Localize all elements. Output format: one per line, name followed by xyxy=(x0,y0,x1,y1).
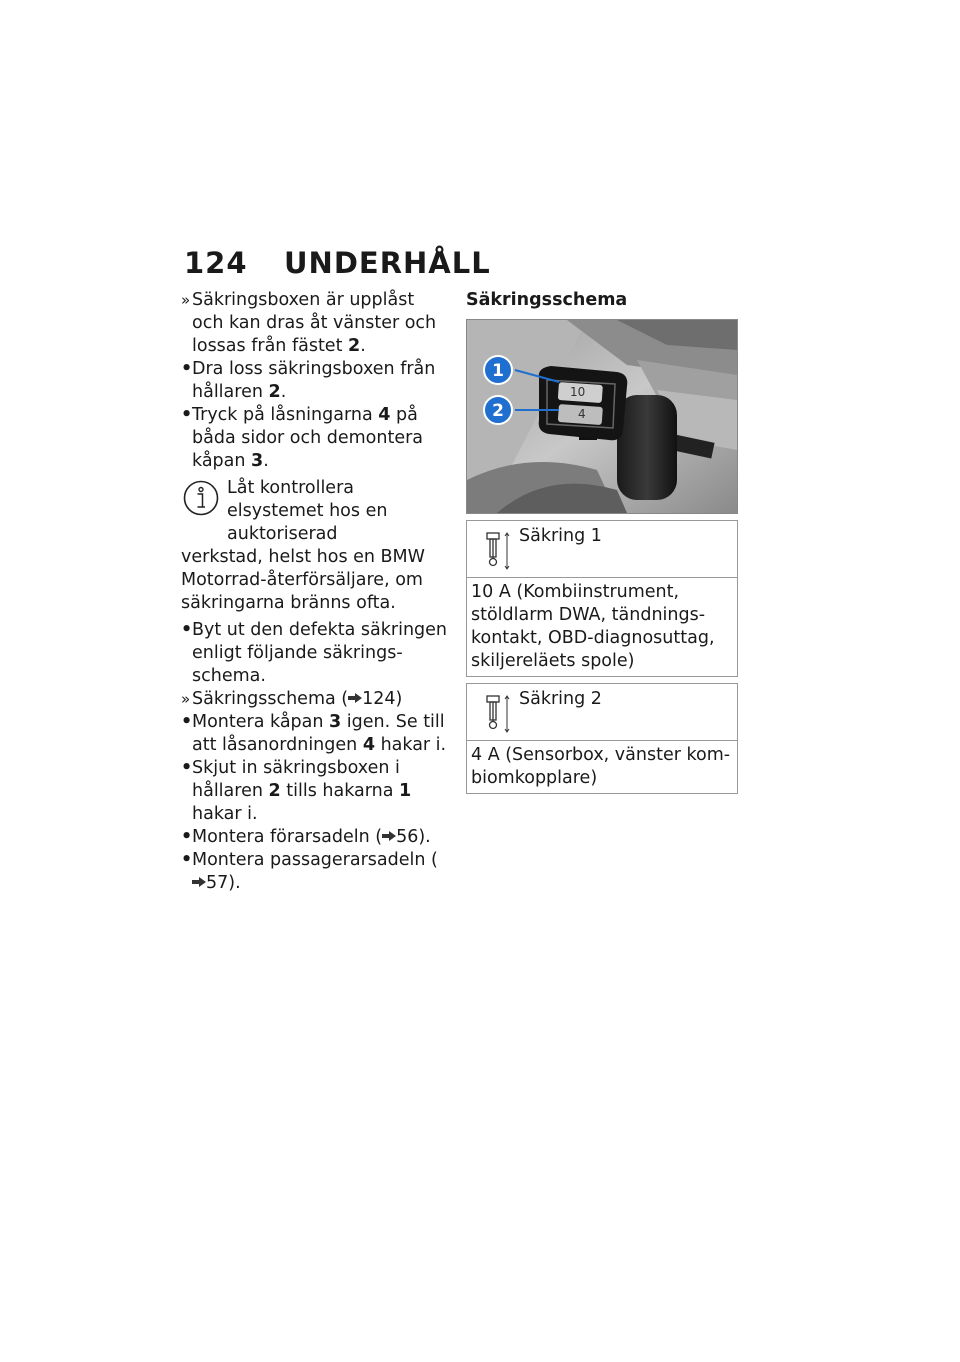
callout-number: 2 xyxy=(492,401,504,421)
fuse-schema-column xyxy=(466,289,738,794)
fuse-description: 10 A (Kombiinstrument, stöldlarm DWA, tändningskontakt, OBD-diagnosuttag, skiljereläets spole) xyxy=(471,582,715,671)
note-text-rest: verkstad, helst hos en BMW Motorrad-återförsäljare, om säkringarna bränns ofta. xyxy=(181,547,425,613)
page-ref-arrow-icon xyxy=(348,693,362,703)
page-ref-arrow-icon xyxy=(382,831,396,841)
callout-ref: 2 xyxy=(268,781,281,801)
callout-ref: 3 xyxy=(329,712,342,732)
fuse-label: 10 xyxy=(570,385,586,399)
section-title: Säkringsschema xyxy=(466,290,628,310)
callout-ref: 4 xyxy=(378,405,391,425)
fuse-icon xyxy=(481,692,513,736)
page-ref[interactable]: 57 xyxy=(206,873,229,893)
list-item: • Montera kåpan 3 igen. Se till att låsanordningen 4 hakar i. xyxy=(181,712,447,755)
page-number: 124 xyxy=(184,246,248,280)
result-marker: » xyxy=(181,690,191,708)
result-marker: » xyxy=(181,291,191,309)
list-item: • Dra loss säkringsboxen från hållaren 2. xyxy=(181,359,436,402)
fuse-name: Säkring 2 xyxy=(519,689,602,709)
page-ref[interactable]: 124 xyxy=(362,689,396,709)
callout-ref: 2 xyxy=(268,382,281,402)
bullet-marker: • xyxy=(181,359,193,379)
bullet-marker: • xyxy=(181,712,193,732)
page-header xyxy=(184,246,491,280)
fuse-header xyxy=(467,684,737,741)
fuse-header xyxy=(467,521,737,578)
list-item: » Säkringsboxen är upplåst och kan dras åt vänster och lossas från fästet 2. xyxy=(181,290,437,356)
fuse-entry xyxy=(466,683,738,794)
bullet-marker: • xyxy=(181,850,193,870)
page-ref[interactable]: 56 xyxy=(396,827,419,847)
bullet-marker: • xyxy=(181,405,193,425)
callout-ref: 4 xyxy=(362,735,375,755)
callout-ref: 1 xyxy=(399,781,412,801)
note-text-first: Låt kontrollera elsystemet hos en auktoriserad xyxy=(227,478,388,544)
page-ref-arrow-icon xyxy=(192,877,206,887)
callout-number: 1 xyxy=(492,361,504,381)
chapter-title: UNDERHÅLL xyxy=(284,246,491,280)
fuse-description: 4 A (Sensorbox, vänster kombiomkopplare) xyxy=(471,745,731,788)
list-item: • Tryck på låsningarna 4 på båda sidor och demontera kåpan 3. xyxy=(181,405,424,471)
list-item: • Montera förarsadeln ( 56). xyxy=(181,827,431,847)
list-item: • Byt ut den defekta säkringen enligt följande säkringsschema. xyxy=(181,620,448,686)
fuse-name: Säkring 1 xyxy=(519,526,602,546)
fuse-icon xyxy=(481,529,513,573)
fuse-box-photo xyxy=(466,319,738,514)
instructions-column xyxy=(181,289,451,895)
fuse-entry xyxy=(466,520,738,677)
list-item: • Skjut in säkringsboxen i hållaren 2 tills hakarna 1 hakar i. xyxy=(181,758,412,824)
fuse-box-illustration xyxy=(467,320,737,513)
bullet-marker: • xyxy=(181,620,193,640)
bullet-marker: • xyxy=(181,758,193,778)
fuse-label: 4 xyxy=(578,407,586,421)
bullet-marker: • xyxy=(181,827,193,847)
list-item: • Montera passagerarsadeln (57). xyxy=(181,850,438,893)
callout-ref: 3 xyxy=(251,451,264,471)
info-icon xyxy=(183,480,219,516)
list-item: » Säkringsschema ( 124) xyxy=(181,689,403,709)
callout-ref: 2 xyxy=(348,336,361,356)
info-note xyxy=(181,477,451,615)
